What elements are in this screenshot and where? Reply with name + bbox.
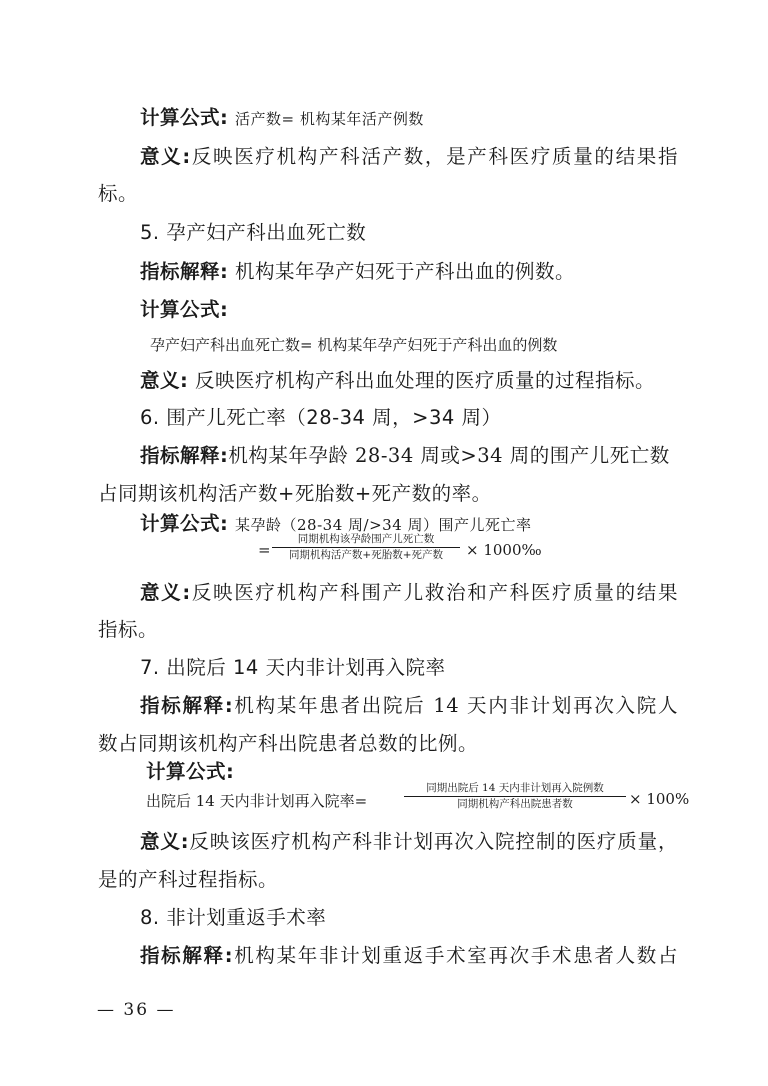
meaning-row [140,143,678,171]
meaning-text: 反映医疗机构产科围产儿救治和产科医疗质量的结果 [190,581,678,604]
definition-label: 指标解释: [140,444,229,467]
meaning-label: 意义: [140,830,190,853]
section-heading-5: 5. 孕产妇产科出血死亡数 [140,221,367,244]
fraction-bar [272,547,460,548]
equals-sign: = [258,541,271,559]
formula-row-live-births [140,104,720,133]
definition-text: 机构某年非计划重返手术室再次手术患者人数占 [233,944,678,967]
definition-text: 机构某年孕产妇死于产科出血的例数。 [235,260,576,283]
definition-label: 指标解释: [140,260,229,283]
formula-multiplier: × 100% [629,790,690,808]
formula-label: 计算公式: [140,512,229,535]
fraction [404,782,626,811]
meaning-row [140,579,678,607]
formula-text: 孕产妇产科出血死亡数= 机构某年孕产妇死于产科出血的例数 [150,336,558,354]
section-heading-8: 8. 非计划重返手术率 [140,906,327,929]
fraction-bar [404,796,626,797]
page-number: — 36 — [97,1000,176,1020]
meaning-label: 意义: [140,581,191,604]
meaning-text: 反映该医疗机构产科非计划再次入院控制的医疗质量， [189,830,678,853]
section-heading-6: 6. 围产儿死亡率（28-34 周，>34 周） [140,406,502,429]
formula-label: 计算公式: [140,106,229,129]
meaning-row [140,367,720,395]
meaning-continuation: 标。 [98,182,139,205]
fraction-numerator: 同期机构该孕龄围产儿死亡数 [297,533,435,545]
section-heading-7: 7. 出院后 14 天内非计划再入院率 [140,656,446,679]
definition-row [140,692,678,720]
formula-lhs: 某孕龄（28-34 周/>34 周）围产儿死亡率 [235,516,532,534]
fraction-numerator: 同期出院后 14 天内非计划再入院例数 [426,782,604,794]
meaning-continuation: 指标。 [98,618,159,641]
meaning-text: 反映医疗机构产科出血处理的医疗质量的过程指标。 [195,369,656,392]
meaning-row [140,828,678,856]
definition-continuation: 占同期该机构活产数+死胎数+死产数的率。 [98,482,492,505]
meaning-label: 意义: [140,369,189,392]
fraction-denominator: 同期机构活产数+死胎数+死产数 [288,549,444,561]
formula-multiplier: × 1000‰ [466,541,542,559]
definition-row [140,942,678,970]
definition-text: 机构某年患者出院后 14 天内非计划再次入院人 [233,694,678,717]
meaning-continuation: 是的产科过程指标。 [98,868,279,891]
definition-label: 指标解释: [140,694,234,717]
formula-label: 计算公式: [140,298,229,321]
definition-row [140,442,720,470]
definition-row [140,258,720,286]
formula-label: 计算公式: [146,760,235,783]
fraction-denominator: 同期机构产科出院患者数 [457,798,573,810]
formula-text: 活产数= 机构某年活产例数 [235,110,424,128]
fraction [272,533,460,562]
meaning-text: 反映医疗机构产科活产数，是产科医疗质量的结果指 [190,145,678,168]
definition-label: 指标解释: [140,944,234,967]
definition-text: 机构某年孕龄 28-34 周或>34 周的围产儿死亡数 [228,444,670,467]
definition-continuation: 数占同期该机构产科出院患者总数的比例。 [98,732,479,755]
formula-lhs: 出院后 14 天内非计划再入院率= [146,792,368,810]
meaning-label: 意义: [140,145,191,168]
